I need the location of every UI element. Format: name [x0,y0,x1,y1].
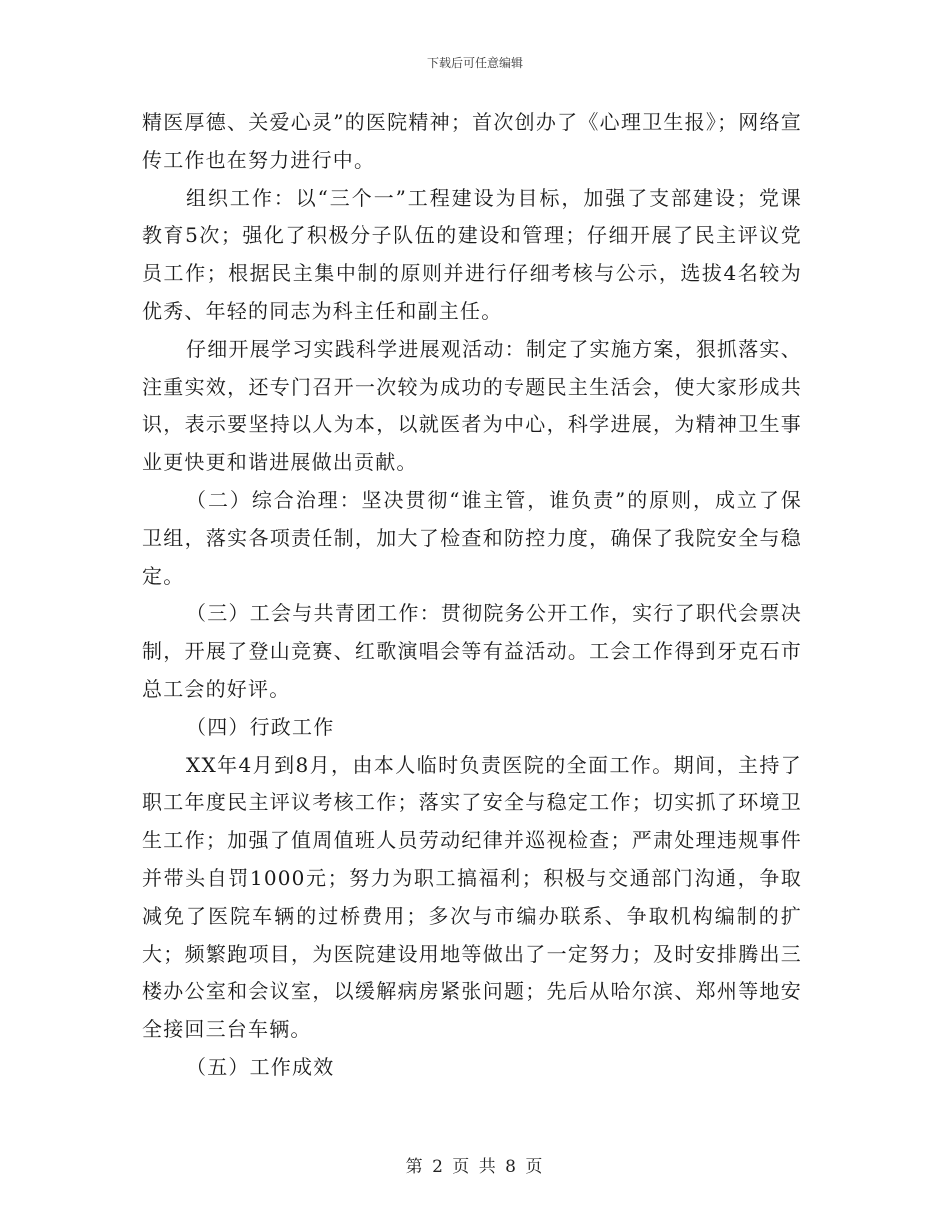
document-body [142,104,802,1087]
paragraph-7: XX年4月到8月，由本人临时负责医院的全面工作。期间，主持了职工年度民主评议考核工作；落实了安全与稳定工作；切实抓了环境卫生工作；加强了值周值班人员劳动纪律并巡视检查；严肃处理违规事件并带头自罚1000元；努力为职工搞福利；积极与交通部门沟通，争取减免了医院车辆的过桥费用；多次与市编办联系、争取机构编制的扩大；频繁跑项目，为医院建设用地等做出了一定努力；及时安排腾出三楼办公室和会议室，以缓解病房紧张问题；先后从哈尔滨、郑州等地安全接回三台车辆。 [142,752,802,1042]
page-header: 下载后可任意编辑 [426,56,523,70]
paragraph-2: 组织工作：以“三个一”工程建设为目标，加强了支部建设；党课教育5次；强化了积极分子队伍的建设和管理；仔细开展了民主评议党员工作；根据民主集中制的原则并进行仔细考核与公示，选拔4名较为优秀、年轻的同志为科主任和副主任。 [142,185,802,323]
paragraph-5: （三）工会与共青团工作：贯彻院务公开工作，实行了职代会票决制，开展了登山竞赛、红歌演唱会等有益活动。工会工作得到牙克石市总工会的好评。 [142,601,802,701]
paragraph-8: （五）工作成效 [186,1054,335,1079]
paragraph-1: 精医厚德、关爱心灵”的医院精神；首次创办了《心理卫生报》；网络宣传工作也在努力进行中。 [142,110,802,172]
paragraph-3: 仔细开展学习实践科学进展观活动：制定了实施方案，狠抓落实、注重实效，还专门召开一次较为成功的专题民主生活会，使大家形成共识，表示要坚持以人为本，以就医者为中心，科学进展，为精神卫生事业更快更和谐进展做出贡献。 [142,336,802,475]
paragraph-6: （四）行政工作 [186,714,335,739]
page-footer: 第 2 页 共 8 页 [405,1157,545,1177]
paragraph-4: （二）综合治理：坚决贯彻“谁主管，谁负责”的原则，成立了保卫组，落实各项责任制，加大了检查和防控力度，确保了我院安全与稳定。 [142,487,802,588]
